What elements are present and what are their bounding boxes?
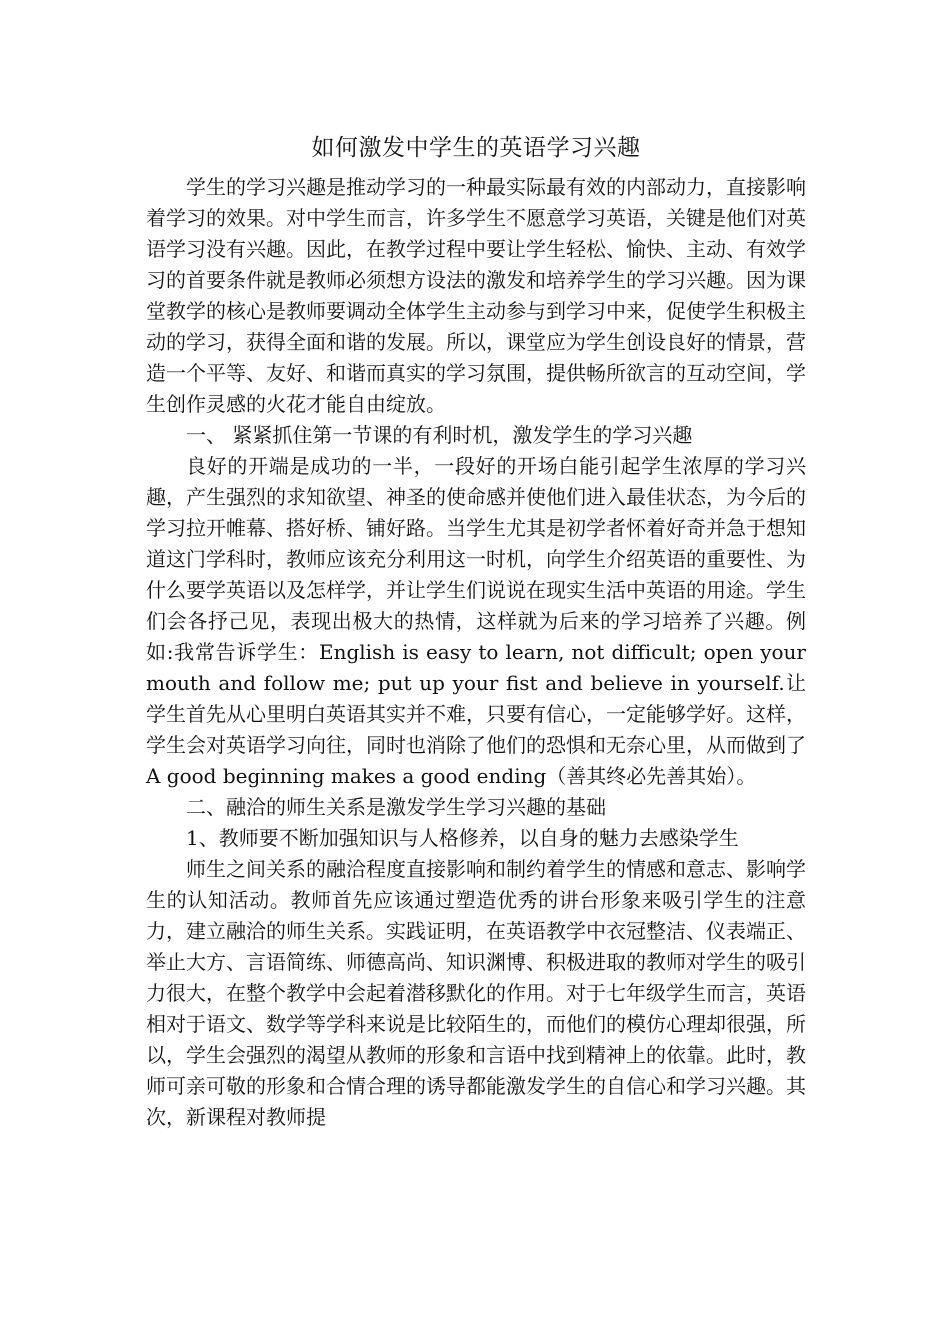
subsection-heading-2-1: 1、教师要不断加强知识与人格修养，以自身的魅力去感染学生 xyxy=(186,826,739,850)
paragraph-teacher-relationship: 师生之间关系的融洽程度直接影响和制约着学生的情感和意志、影响学生的认知活动。教师首先应该通过塑造优秀的讲台形象来吸引学生的注意力，建立融洽的师生关系。实践证明，在英语教学中衣冠整洁、仪表端正、举止大方、言语简练、师德高尚、知识渊博、积极进取的教师对学生的吸引力很大，在整个教学中会起着潜移默化的作用。对于七年级学生而言，英语相对于语文、数学等学科来说是比较陌生的，而他们的模仿心理却很强，所以，学生会强烈的渴望从教师的形象和言语中找到精神上的依靠。此时，教师可亲可敬的形象和合情合理的诱导都能激发学生的自信心和学习兴趣。其次，新课程对教师提 xyxy=(146,857,806,1129)
document-title: 如何激发中学生的英语学习兴趣 xyxy=(311,135,641,161)
section-heading-1: 一、 紧紧抓住第一节课的有利时机，激发学生的学习兴趣 xyxy=(186,423,693,447)
paragraph-first-lesson: 良好的开端是成功的一半，一段好的开场白能引起学生浓厚的学习兴趣，产生强烈的求知欲望、神圣的使命感并使他们进入最佳状态，为今后的学习拉开帷幕、搭好桥、铺好路。当学生尤其是初学者怀着好奇并急于想知道这门学科时，教师应该充分利用这一时机，向学生介绍英语的重要性、为什么要学英语以及怎样学，并让学生们说说在现实生活中英语的用途。学生们会各抒己见，表现出极大的热情，这样就为后来的学习培养了兴趣。例如:我常告诉学生：English is easy to learn, not difficult; open your mouth and follow me; put up your fist and believe in yourself.让学生首先从心里明白英语其实并不难，只要有信心，一定能够学好。这样，学生会对英语学习向往，同时也消除了他们的恐惧和无奈心里，从而做到了 A good beginning makes a good ending（善其终必先善其始）。 xyxy=(146,454,806,788)
section-heading-2: 二、融洽的师生关系是激发学生学习兴趣的基础 xyxy=(186,795,606,819)
paragraph-intro: 学生的学习兴趣是推动学习的一种最实际最有效的内部动力，直接影响着学习的效果。对中学生而言，许多学生不愿意学习英语，关键是他们对英语学习没有兴趣。因此，在教学过程中要让学生轻松、愉快、主动、有效学习的首要条件就是教师必须想方设法的激发和培养学生的学习兴趣。因为课堂教学的核心是教师要调动全体学生主动参与到学习中来，促使学生积极主动的学习，获得全面和谐的发展。所以，课堂应为学生创设良好的情景，营造一个平等、友好、和谐而真实的学习氛围，提供畅所欲言的互动空间，学生创作灵感的火花才能自由绽放。 xyxy=(146,175,806,416)
document-page xyxy=(146,128,806,1133)
